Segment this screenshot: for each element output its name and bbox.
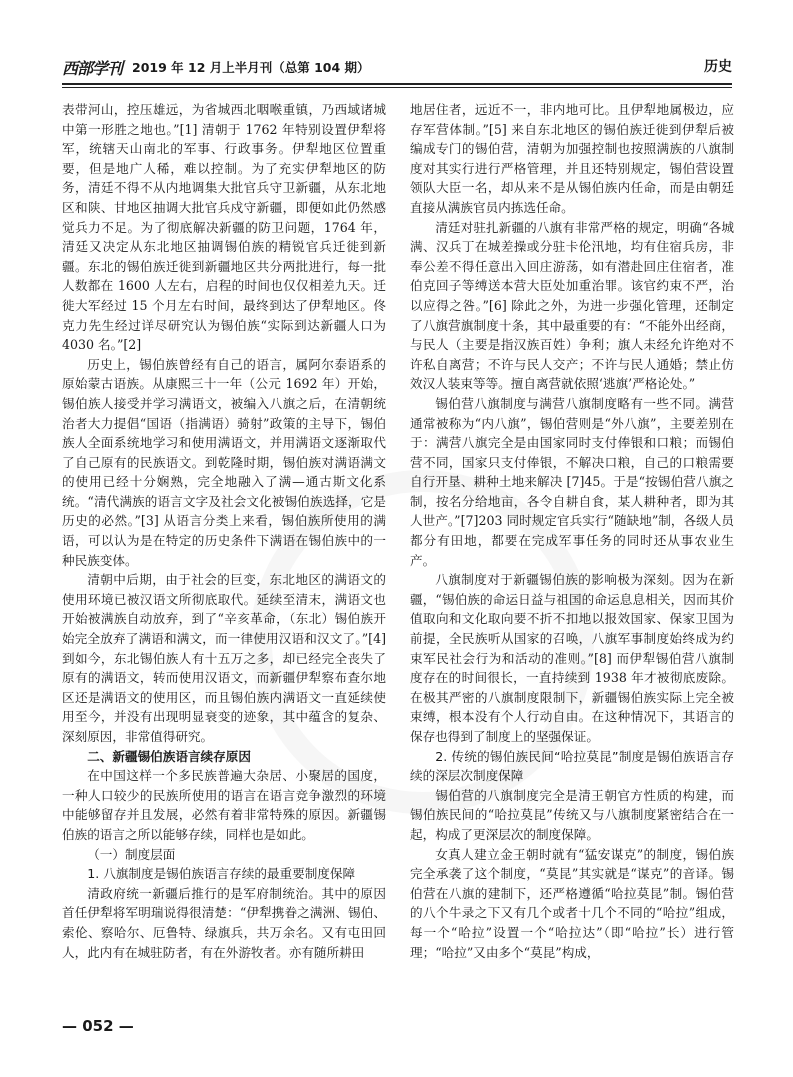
subsection-heading: （一）制度层面 (87, 846, 176, 862)
header-rule-thin (62, 87, 732, 88)
journal-logo: 西部学刊 (62, 59, 123, 78)
paragraph: 清政府统一新疆后推行的是军府制统治。其中的原因首任伊犁将军明瑞说得很清楚：“伊犁携眷之满洲、锡伯、索伦、察哈尔、厄鲁特、绿旗兵，共万余名。又有屯田回人，此内有在城驻防者，有在外游牧者。亦有随所耕田 (62, 885, 386, 960)
page-header (62, 56, 732, 80)
paragraph: 表带河山，控压雄远，为省城西北咽喉重镇，乃西域诸城中第一形胜之地也。”[1] 清朝于 1762 年特别设置伊犁将军，统辖天山南北的军事、行政事务。伊犁地区位置重要，但是地广人稀，难以控制。为了充实伊犁地区的防务，清廷不得不从内地调集大批官兵守卫新疆，从东北地区和陕、甘地区抽调大批官兵戍守新疆，即便如此仍然感觉兵力不足。为了彻底解决新疆的防卫问题，1764 年，清廷又决定从东北地区抽调锡伯族的精锐官兵迁徙到新疆。东北的锡伯族迁徙到新疆地区共分两批进行，每一批人数都在 1600 人左右，启程的时间也仅仅相差九天。迁徙大军经过 15 个月左右时间，最终到达了伊犁地区。佟克力先生经过详尽研究认为锡伯族“实际到达新疆人口为 4030 名。”[2] (62, 102, 386, 353)
right-column (410, 100, 734, 962)
paragraph: 清廷对驻扎新疆的八旗有非常严格的规定，明确“各城满、汉兵丁在城差操或分驻卡伦汛地，均有住宿兵房，非奉公差不得任意出入回庄游荡，如有潜赴回庄住宿者，准伯克回子等缚送本营大臣处加重治罪。该官约束不严，治以应得之咎。”[6] 除此之外，为进一步强化管理，还制定了八旗营旗制度十条，其中最重要的有：“不能外出经商，与民人（主要是指汉族百姓）争利；旗人未经允许绝对不许私自离营；不许与民人交产；不许与民人通婚；禁止仿效汉人装束等等。擅自离营就依照‘逃旗’严格论处。” (410, 219, 734, 392)
paragraph: 锡伯营八旗制度与满营八旗制度略有一些不同。满营通常被称为“内八旗”，锡伯营则是“外八旗”，主要差别在于：满营八旗完全是由国家同时支付俸银和口粮；而锡伯营不同，国家只支付俸银，不解决口粮，自己的口粮需要自行开垦、耕种土地来解决 [7]45。于是“按锡伯营八旗之制，按名分给地亩，各令自耕自食，某人耕种者，即为其人世产。”[7]203 同时规定官兵实行“随缺地”制，各级人员都分有田地，都要在完成军事任务的同时还从事农业生产。 (410, 395, 734, 568)
paragraph: 在中国这样一个多民族普遍大杂居、小聚居的国度，一种人口较少的民族所使用的语言在语言竞争激烈的环境中能够留存并且发展，必然有着非常特殊的原因。新疆锡伯族的语言之所以能够存续，同样也是如此。 (62, 768, 386, 842)
paragraph: 女真人建立金王朝时就有“猛安谋克”的制度，锡伯族完全承袭了这个制度，“莫昆”其实就是“谋克”的音译。锡伯营在八旗的建制下，还严格遵循“哈拉莫昆”制。锡伯营的八个牛录之下又有几个或者十几个不同的“哈拉”组成，每一个“哈拉”设置一个“哈拉达”（即“哈拉”长）进行管理；“哈拉”又由多个“莫昆”构成， (410, 846, 734, 960)
paragraph: 历史上，锡伯族曾经有自己的语言，属阿尔泰语系的原始蒙古语族。从康熙三十一年（公元 1692 年）开始，锡伯族人接受并学习满语文，被编入八旗之后，在清朝统治者大力提倡“国语（指满语）骑射”政策的主导下，锡伯族人全面系统地学习和使用满语文，并用满语文逐渐取代了自己原有的民族语文。到乾隆时期，锡伯族对满语满文的使用已经十分娴熟，完全地融入了满—通古斯文化系统。“清代满族的语言文字及社会文化被锡伯族选择，它是历史的必然。”[3] 从语言分类上来看，锡伯族所使用的满语，可以认为是在特定的历史条件下满语在锡伯族中的一种民族变体。 (62, 356, 386, 568)
section-heading: 二、新疆锡伯族语言续存原因 (87, 748, 251, 764)
paragraph: 锡伯营的八旗制度完全是清王朝官方性质的构建，而锡伯族民间的“哈拉莫昆”传统又与八旗制度紧密结合在一起，构成了更深层次的制度保障。 (410, 787, 734, 842)
paragraph: 地居住者，远近不一，非内地可比。且伊犁地属极边，应存军营体制。”[5] 来自东北地区的锡伯族迁徙到伊犁后被编成专门的锡伯营，清朝为加强控制也按照满族的八旗制度对其实行进行严格管理，并且还特别规定，锡伯营设置领队大臣一名，却从来不是从锡伯族内任命，而是由朝廷直接从满族官员内拣选任命。 (410, 102, 734, 215)
header-rule-thick (62, 83, 732, 85)
subsection-heading: 2. 传统的锡伯族民间“哈拉莫昆”制度是锡伯族语言存续的深层次制度保障 (410, 748, 734, 784)
issue-info: 2019 年 12 月上半月刊（总第 104 期） (132, 60, 370, 75)
paragraph: 八旗制度对于新疆锡伯族的影响极为深刻。因为在新疆，“锡伯族的命运日益与祖国的命运息息相关，因而其价值取向和文化取向要不折不扣地以报效国家、保家卫国为前提，全民族听从国家的召唤，八旗军事制度始终成为约束军民社会行为和活动的准则。”[8] 而伊犁锡伯营八旗制度存在的时间很长，一直持续到 1938 年才被彻底废除。在极其严密的八旗制度限制下，新疆锡伯族实际上完全被束缚，根本没有个人行动自由。在这种情况下，其语言的保存也得到了制度上的坚强保证。 (410, 572, 734, 744)
left-column (62, 100, 386, 962)
subsection-heading: 1. 八旗制度是锡伯族语言存续的最重要制度保障 (87, 866, 356, 882)
paragraph: 清朝中后期，由于社会的巨变，东北地区的满语文的使用环境已被汉语文所彻底取代。延续至清末，满语文也开始被满族自动放弃，到了“辛亥革命，（东北）锡伯族开始完全放弃了满语和满文，而一律使用汉语和汉文了。”[4] 到如今，东北锡伯族人有十五万之多，却已经完全丧失了原有的满语文，转而使用汉语文，而新疆伊犁察布查尔地区还是满语文的使用区，而且锡伯族内满语文一直延续使用至今，并没有出现明显衰变的迹象，其中蕴含的复杂、深刻原因，非常值得研究。 (62, 572, 386, 744)
section-label: 历史 (704, 59, 732, 75)
page-number: — 052 — (62, 1017, 134, 1035)
